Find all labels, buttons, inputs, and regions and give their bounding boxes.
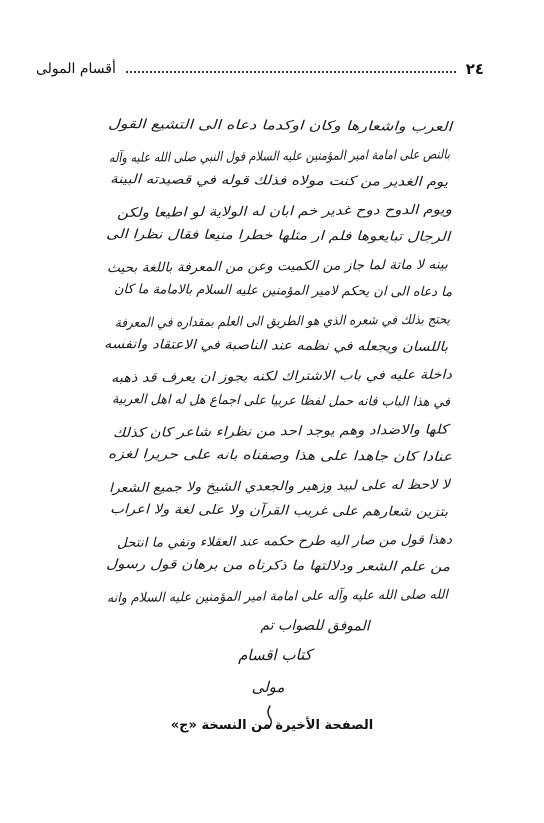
figure-caption: الصفحة الأخيرة من النسخة «ج» <box>170 718 374 733</box>
manuscript-line: عنادا كان جاهدا على هذا وصفناه بانه على حريرا لغزه <box>107 446 393 465</box>
manuscript-line: ما دعاه الى ان يحكم لامير المؤمنين عليه السلام بالامامة ما كان <box>113 282 455 301</box>
manuscript-line: لا لاحظ له على لبيد وزهير والجعدي الشيخ ولا جميع الشعرا <box>108 477 422 497</box>
running-title: أقسام المولى <box>36 61 116 77</box>
manuscript-line: باللسان ويجعله في نظمه عند الناصبة في الاعتقاد وانفسه <box>103 336 411 355</box>
manuscript-line: مولى <box>251 677 285 697</box>
manuscript-line: داخلة عليه في باب الاشتراك لكنه يجوز ان يعرف قد ذهبه <box>110 367 416 387</box>
manuscript-line: من علم الشعر ودلالتها ما ذكرناه من برهان قول رسول <box>105 556 399 575</box>
leader-dots <box>126 71 456 73</box>
manuscript-line: ويوم الدوح دوح غدير خم ابان له الولاية لو اطيعا ولكن <box>116 203 404 222</box>
manuscript-image <box>100 105 505 705</box>
manuscript-line: الموفق للصواب تم <box>260 617 370 635</box>
manuscript-line: بتزين شعارهم على غريب القرآن ولا على لغة ولا اعراب <box>109 502 409 520</box>
manuscript-line: كتاب اقسام <box>237 645 312 665</box>
manuscript-line: الله صلى الله عليه وآله على امامة امير المؤمنين عليه السلام وانه <box>106 587 459 607</box>
manuscript-line: يوم الغدير من كنت مولاه فذلك قوله في قصيدته البينة <box>109 172 399 190</box>
page-header <box>36 58 484 80</box>
manuscript-svg <box>100 105 505 705</box>
manuscript-line: في هذا الباب فانه حمل لفظا عربيا على اجماع هل له اهل العربية <box>111 392 459 411</box>
manuscript-line: كلها والاضداد وهم يوجد احد من نظراء شاعر كان كذلك <box>112 422 407 442</box>
manuscript-line: العرب واشعارها وكان اوكدما دعاه الى التشيع القول <box>107 116 386 135</box>
page-number: ٢٤ <box>465 60 484 78</box>
manuscript-line: بينه لا ماتة لما جاز من الكميت وعن من المعرفة باللغة بحيث <box>106 257 430 277</box>
manuscript-line: دهذا قول من صار اليه طرح حكمه عند العقلاء ونفي ما انتحل <box>116 532 441 552</box>
manuscript-line: بالنص على امامة امير المؤمنين عليه السلام قول النبي صلى الله عليه وآله <box>108 146 505 167</box>
manuscript-line: يحتج بذلك في شعره الذي هو الطريق الى العلم بمقداره في المعرفة <box>114 312 482 332</box>
manuscript-line: الرجال تبايعوها فلم ار مثلها خطرا منيعا فقال نظرا الى <box>105 226 397 245</box>
